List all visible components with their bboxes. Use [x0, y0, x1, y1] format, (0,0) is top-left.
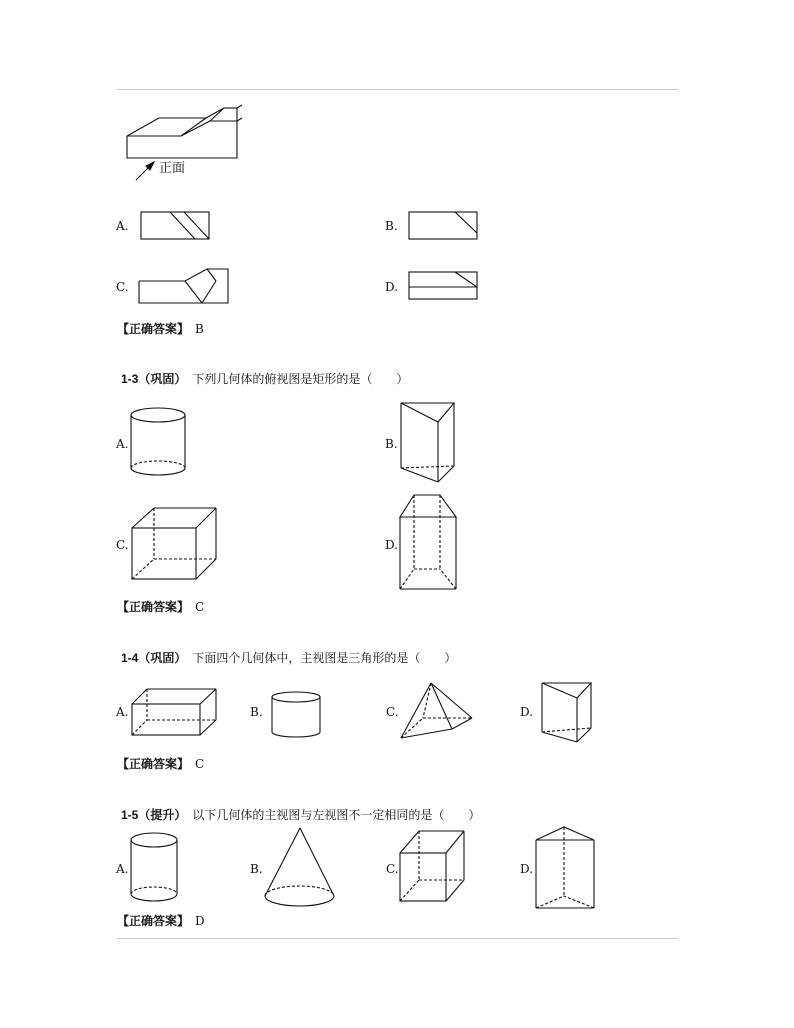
q13-option-c-label: C.: [116, 538, 129, 552]
option-d-figure: [408, 271, 480, 301]
question-1-5: 1-5（提升） 以下几何体的主视图与左视图不一定相同的是（ ）: [121, 808, 481, 822]
answer-line-q14: 【正确答案】 C: [117, 757, 205, 771]
q14-option-b-label: B.: [250, 705, 263, 719]
front-label: 正面: [159, 161, 186, 176]
front-arrow-icon: [134, 160, 158, 184]
answer-line-q13: 【正确答案】 C: [117, 600, 205, 614]
option-c-figure: [138, 267, 232, 305]
q15-cone-figure: [262, 826, 338, 910]
q13-cuboid-figure: [128, 506, 220, 584]
q14-option-c-label: C.: [386, 705, 399, 719]
q13-frustum-prism-figure: [398, 492, 460, 592]
q14-short-cylinder-figure: [270, 690, 324, 740]
bottom-rule: [117, 938, 678, 939]
q15-option-b-label: B.: [250, 862, 263, 876]
q14-option-a-label: A.: [116, 705, 129, 719]
answer-line-top: [117, 322, 204, 336]
option-d-label: D.: [385, 280, 399, 294]
answer-label: 【正确答案】: [117, 322, 190, 336]
top-rule: [117, 89, 678, 90]
answer-value: B: [195, 322, 204, 336]
q15-option-c-label: C.: [386, 862, 399, 876]
q13-option-d-label: D.: [385, 538, 399, 552]
option-a-label: A.: [116, 219, 129, 233]
q15-triangular-prism-figure: [531, 824, 599, 912]
option-b-figure: [408, 211, 480, 241]
q15-cylinder-figure: [129, 831, 181, 907]
q15-option-d-label: D.: [520, 862, 534, 876]
q13-option-a-label: A.: [116, 437, 129, 451]
q15-cube-figure: [396, 828, 468, 906]
q15-option-a-label: A.: [116, 862, 129, 876]
q13-option-b-label: B.: [385, 437, 398, 451]
question-1-4: 1-4（巩固） 下面四个几何体中，主视图是三角形的是（ ）: [121, 651, 457, 665]
option-a-figure: [140, 211, 212, 241]
q13-triangular-prism-figure: [398, 400, 458, 486]
q14-pyramid-figure: [398, 680, 476, 742]
answer-line-q15: 【正确答案】 D: [117, 914, 205, 928]
option-c-label: C.: [116, 280, 129, 294]
q14-flat-cuboid-figure: [129, 687, 221, 739]
q14-triangular-prism-figure: [539, 680, 595, 746]
q13-cylinder-figure: [130, 406, 188, 482]
option-b-label: B.: [385, 219, 398, 233]
q14-option-d-label: D.: [520, 705, 534, 719]
question-1-3: 1-3（巩固） 下列几何体的俯视图是矩形的是（ ）: [121, 372, 409, 386]
